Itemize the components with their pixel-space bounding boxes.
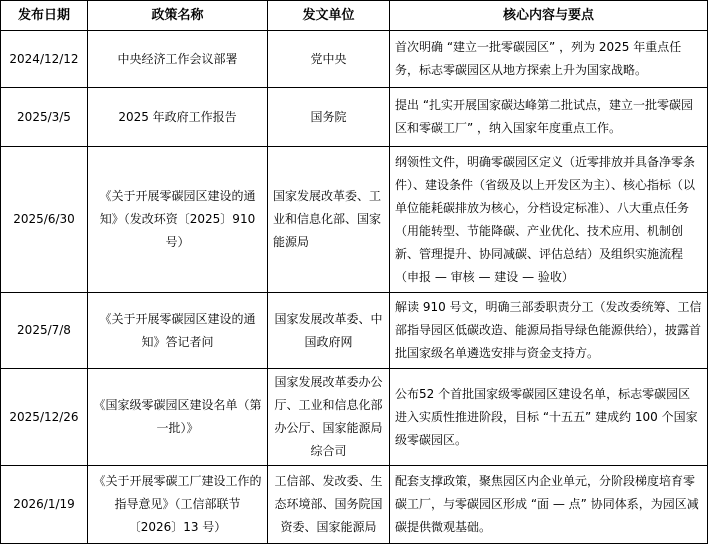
- column-header-policy-name: 政策名称: [88, 1, 268, 31]
- table-row: [1, 88, 708, 147]
- cell-date: 2024/12/12: [1, 31, 88, 88]
- cell-date: 2025/3/5: [1, 88, 88, 147]
- cell-core-content: 首次明确 “建立一批零碳园区” ，列为 2025 年重点任务，标志零碳园区从地方探索上升为国家战略。: [390, 31, 708, 88]
- column-header-issuer: 发文单位: [268, 1, 390, 31]
- table-row: [1, 466, 708, 544]
- table-header-row: [1, 1, 708, 31]
- cell-core-content: 提出 “扎实开展国家碳达峰第二批试点，建立一批零碳园区和零碳工厂” ，纳入国家年度重点工作。: [390, 88, 708, 147]
- cell-core-content: 公布52 个首批国家级零碳园区建设名单，标志零碳园区进入实质性推进阶段，目标 “十五五” 建成约 100 个国家级零碳园区。: [390, 369, 708, 466]
- cell-policy-name: 《关于开展零碳工厂建设工作的指导意见》（工信部联节〔2026〕13 号）: [88, 466, 268, 544]
- table-row: [1, 31, 708, 88]
- cell-date: 2025/12/26: [1, 369, 88, 466]
- cell-core-content: 配套支撑政策，聚焦园区内企业单元，分阶段梯度培育零碳工厂，与零碳园区形成 “面 — 点” 协同体系，为园区减碳提供微观基础。: [390, 466, 708, 544]
- column-header-core-content: 核心内容与要点: [390, 1, 708, 31]
- cell-issuer: 国家发展改革委、工业和信息化部、国家能源局: [268, 147, 390, 293]
- table-row: [1, 147, 708, 293]
- table-row: [1, 369, 708, 466]
- cell-policy-name: 中央经济工作会议部署: [88, 31, 268, 88]
- cell-issuer: 党中央: [268, 31, 390, 88]
- cell-date: 2025/7/8: [1, 293, 88, 369]
- cell-policy-name: 《关于开展零碳园区建设的通知》答记者问: [88, 293, 268, 369]
- cell-policy-name: 《关于开展零碳园区建设的通知》（发改环资〔2025〕910 号）: [88, 147, 268, 293]
- cell-date: 2026/1/19: [1, 466, 88, 544]
- cell-issuer: 国家发展改革委、中国政府网: [268, 293, 390, 369]
- table-row: [1, 293, 708, 369]
- cell-policy-name: 《国家级零碳园区建设名单（第一批）》: [88, 369, 268, 466]
- cell-issuer: 国务院: [268, 88, 390, 147]
- cell-date: 2025/6/30: [1, 147, 88, 293]
- cell-issuer: 工信部、发改委、生态环境部、国务院国资委、国家能源局: [268, 466, 390, 544]
- cell-issuer: 国家发展改革委办公厅、工业和信息化部办公厅、国家能源局综合司: [268, 369, 390, 466]
- cell-policy-name: 2025 年政府工作报告: [88, 88, 268, 147]
- cell-core-content: 纲领性文件，明确零碳园区定义（近零排放并具备净零条件）、建设条件（省级及以上开发区为主）、核心指标（以单位能耗碳排放为核心，分档设定标准）、八大重点任务（用能转型、节能降碳、产业优化、技术应用、机制创新、管理提升、协同减碳、评估总结）及组织实施流程（申报 — 审核 — 建设 — 验收）: [390, 147, 708, 293]
- cell-core-content: 解读 910 号文，明确三部委职责分工（发改委统筹、工信部指导园区低碳改造、能源局指导绿色能源供给），披露首批国家级名单遴选安排与资金支持方。: [390, 293, 708, 369]
- column-header-date: 发布日期: [1, 1, 88, 31]
